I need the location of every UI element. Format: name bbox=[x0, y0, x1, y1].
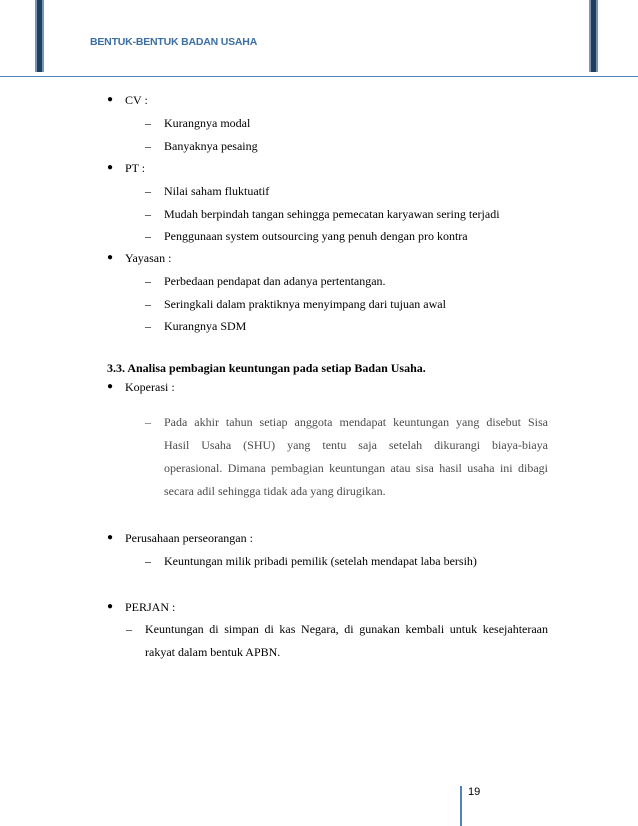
cv-item: Kurangnya modal bbox=[164, 116, 251, 130]
yayasan-item: Kurangnya SDM bbox=[164, 319, 247, 333]
yayasan-item: Seringkali dalam praktiknya menyimpang dari tujuan awal bbox=[164, 297, 446, 311]
dash-icon: – bbox=[145, 274, 151, 288]
dash-icon: – bbox=[145, 184, 151, 198]
cv-label: CV : bbox=[125, 93, 148, 107]
pt-label: PT : bbox=[125, 161, 146, 175]
yayasan-item: Perbedaan pendapat dan adanya pertentangan. bbox=[164, 274, 386, 288]
dash-icon: – bbox=[145, 116, 151, 130]
dash-icon: – bbox=[145, 139, 151, 153]
koperasi-label: Koperasi : bbox=[125, 380, 175, 394]
bullet-icon: ● bbox=[107, 94, 114, 105]
perorangan-label: Perusahaan perseorangan : bbox=[125, 531, 253, 545]
yayasan-label: Yayasan : bbox=[125, 251, 172, 265]
dash-icon: – bbox=[126, 622, 132, 636]
dash-icon: – bbox=[145, 415, 151, 429]
header-right-bar bbox=[589, 0, 598, 72]
koperasi-line: Pada akhir tahun setiap anggota mendapat keuntungan yang disebut Sisa bbox=[164, 415, 548, 429]
bullet-icon: ● bbox=[107, 381, 114, 392]
dash-icon: – bbox=[145, 229, 151, 243]
perjan-line: rakyat dalam bentuk APBN. bbox=[145, 645, 281, 659]
page-number-bar bbox=[460, 786, 462, 826]
dash-icon: – bbox=[145, 207, 151, 221]
bullet-icon: ● bbox=[107, 162, 114, 173]
perorangan-item: Keuntungan milik pribadi pemilik (setelah mendapat laba bersih) bbox=[164, 554, 477, 568]
koperasi-line: operasional. Dimana pembagian keuntungan atau sisa hasil usaha ini dibagi bbox=[164, 461, 548, 475]
page-number: 19 bbox=[468, 786, 481, 798]
header-left-bar bbox=[35, 0, 44, 72]
pt-item: Mudah berpindah tangan sehingga pemecatan karyawan sering terjadi bbox=[164, 207, 500, 221]
cv-item: Banyaknya pesaing bbox=[164, 139, 258, 153]
dash-icon: – bbox=[145, 554, 151, 568]
dash-icon: – bbox=[145, 297, 151, 311]
running-header-title: BENTUK-BENTUK BADAN USAHA bbox=[90, 36, 258, 48]
perjan-line: Keuntungan di simpan di kas Negara, di gunakan kembali untuk kesejahteraan bbox=[145, 622, 548, 636]
bullet-icon: ● bbox=[107, 252, 114, 263]
pt-item: Nilai saham fluktuatif bbox=[164, 184, 270, 198]
dash-icon: – bbox=[145, 319, 151, 333]
section-heading: 3.3. Analisa pembagian keuntungan pada setiap Badan Usaha. bbox=[107, 361, 426, 375]
koperasi-line: Hasil Usaha (SHU) yang tentu saja setelah dikurangi biaya-biaya bbox=[164, 438, 548, 452]
pt-item: Penggunaan system outsourcing yang penuh dengan pro kontra bbox=[164, 229, 468, 243]
bullet-icon: ● bbox=[107, 601, 114, 612]
header-rule bbox=[0, 76, 638, 77]
koperasi-line: secara adil sehingga tidak ada yang dirugikan. bbox=[164, 484, 386, 498]
bullet-icon: ● bbox=[107, 532, 114, 543]
perjan-label: PERJAN : bbox=[125, 600, 176, 614]
